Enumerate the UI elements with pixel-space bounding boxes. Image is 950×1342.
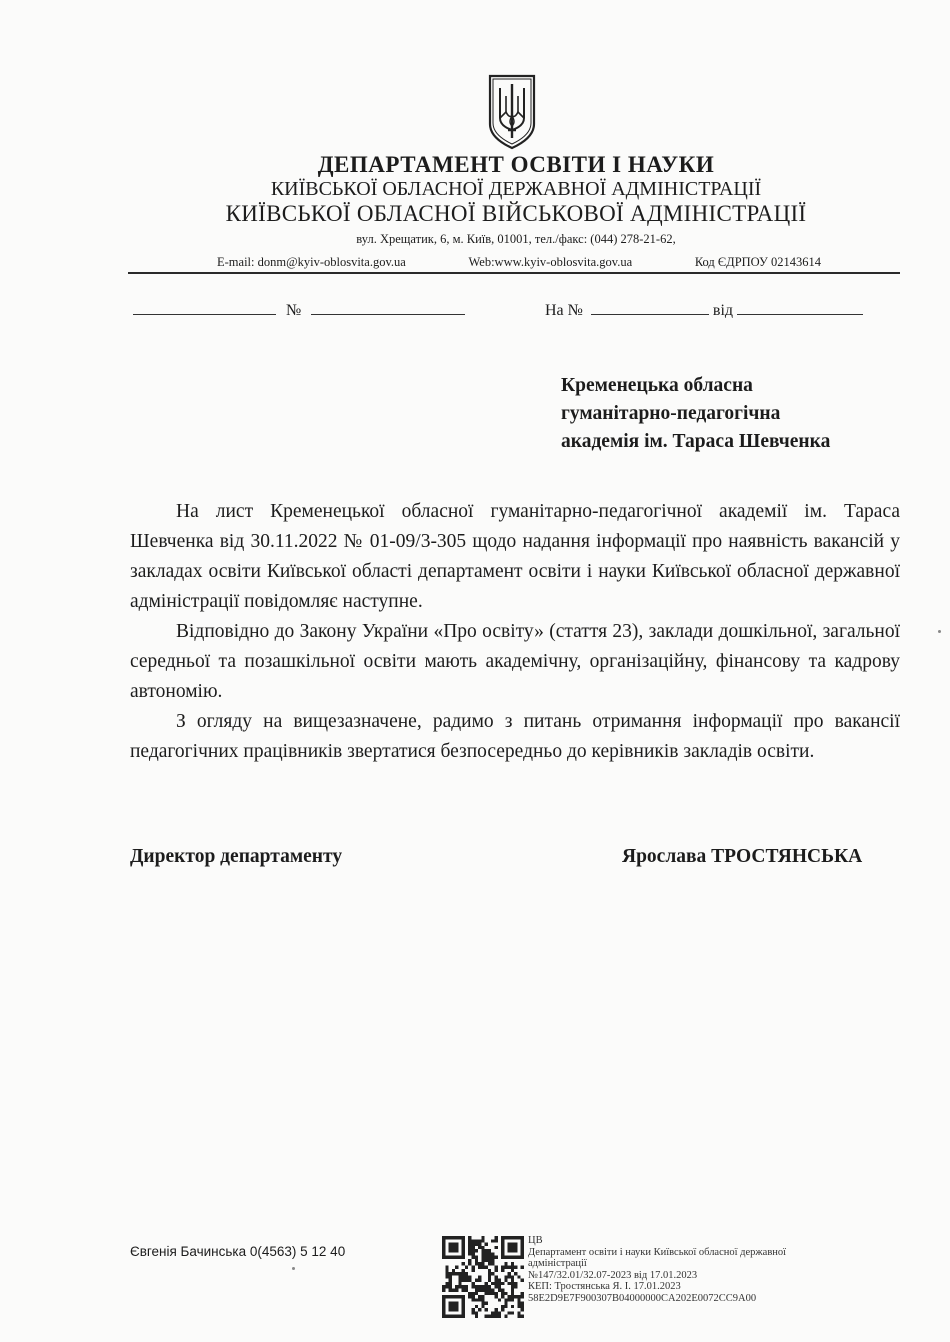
addressee [561, 372, 901, 456]
incoming-ref [545, 300, 863, 320]
edrpou-code: Код ЄДРПОУ 02143614 [694, 255, 821, 269]
number-label: № [286, 302, 302, 319]
administration-line-state: КИЇВСЬКОЇ ОБЛАСНОЇ ДЕРЖАВНОЇ АДМІНІСТРАЦІЇ [270, 178, 762, 200]
contacts-line [217, 255, 821, 270]
address-line: вул. Хрещатик, 6, м. Київ, 01001, тел./факс: (044) 278-21-62, [356, 232, 676, 246]
letter-body [130, 497, 900, 767]
administration-line-military: КИЇВСЬКОЇ ОБЛАСНОЇ ВІЙСЬКОВОЇ АДМІНІСТРАЦІЇ [225, 201, 807, 226]
web-text: Web:www.kyiv-oblosvita.gov.ua [468, 255, 633, 269]
reply-date-blank [737, 300, 863, 315]
paragraph: На лист Кременецької обласної гуманітарно-педагогічної академії ім. Тараса Шевченка від 30.11.2022 № 01-09/3-305 щодо надання інформації про наявність вакансій у закладах освіти Київської області департамент освіти і науки Київської обласної державної адміністрації повідомляє наступне. [130, 501, 900, 612]
reply-number-blank [591, 300, 709, 315]
outgoing-ref [133, 300, 465, 320]
qr-code-icon [442, 1236, 524, 1318]
stamp-line: адміністрації [528, 1258, 587, 1270]
addressee-line: гуманітарно-педагогічна [561, 403, 781, 424]
addressee-line: Кременецька обласна [561, 375, 753, 396]
stamp-line: 58E2D9E7F900307B04000000CA202E0072CC9A00 [528, 1292, 757, 1304]
signatory-name: Ярослава ТРОСТЯНСЬКА [622, 846, 863, 867]
scan-dot [938, 630, 941, 633]
trident-emblem-icon [484, 72, 540, 152]
number-blank [311, 300, 465, 315]
addressee-line: академія ім. Тараса Шевченка [561, 431, 831, 452]
scan-dot [292, 1267, 295, 1270]
signatory-title: Директор департаменту [130, 846, 343, 867]
department-title: ДЕПАРТАМЕНТ ОСВІТИ І НАУКИ [317, 152, 715, 177]
stamp-line: №147/32.01/32.07-2023 від 17.01.2023 [528, 1269, 698, 1281]
paragraph: Відповідно до Закону України «Про освіту» (стаття 23), заклади дошкільної, загальної середньої та позашкільної освіти мають академічну, організаційну, фінансову та кадрову автономію. [130, 621, 900, 702]
from-label: від [712, 302, 734, 319]
e-signature-stamp [528, 1235, 848, 1305]
stamp-line: ЦВ [528, 1235, 543, 1246]
header-divider [128, 272, 900, 274]
executor-contact: Євгенія Бачинська 0(4563) 5 12 40 [130, 1244, 346, 1259]
date-blank [133, 300, 276, 315]
stamp-line: Департамент освіти і науки Київської обласної державної [528, 1246, 787, 1258]
paragraph: З огляду на вищезазначене, радимо з питань отримання інформації про вакансії педагогічних працівників звертатися безпосередньо до керівників закладів освіти. [130, 711, 900, 762]
email-text: E-mail: donm@kyiv-oblosvita.gov.ua [217, 255, 406, 269]
stamp-line: КЕП: Тростянська Я. І. 17.01.2023 [528, 1281, 681, 1293]
reply-label: На № [545, 302, 583, 319]
